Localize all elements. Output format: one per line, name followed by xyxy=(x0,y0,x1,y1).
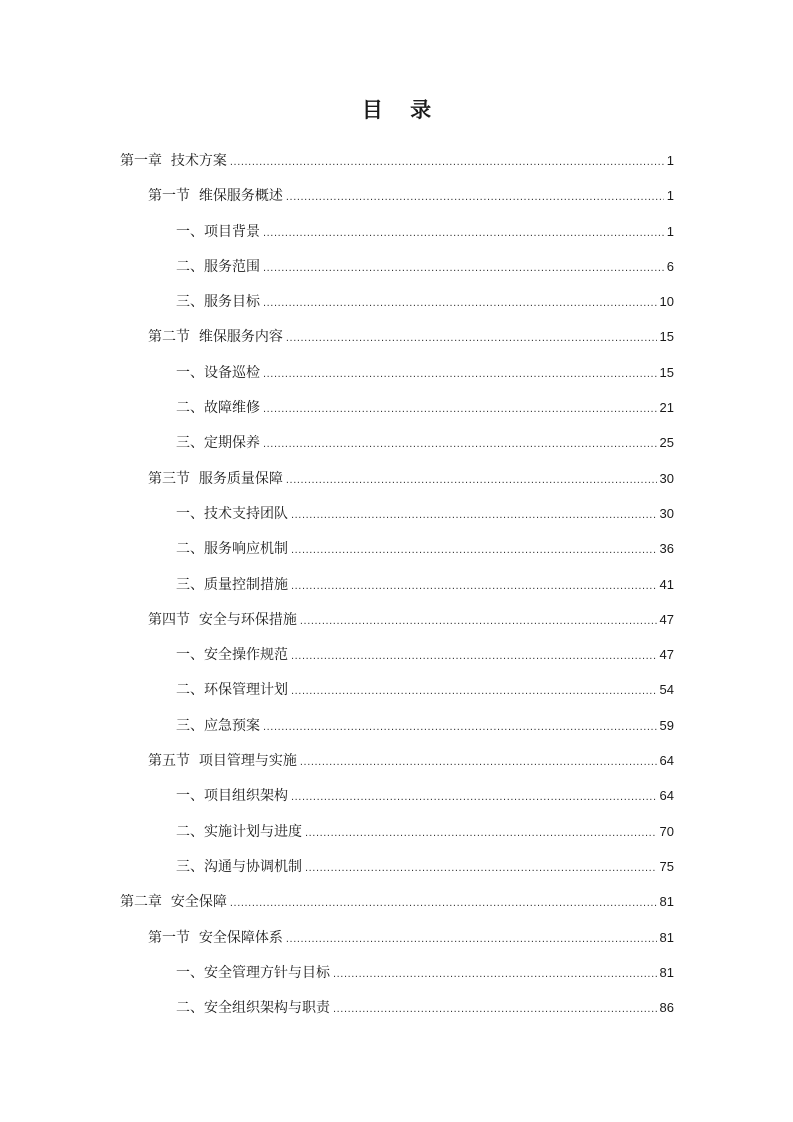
toc-number: 一、 xyxy=(176,223,204,240)
toc-entry[interactable] xyxy=(0,214,793,249)
toc-number: 二、 xyxy=(176,400,204,417)
toc-number: 二、 xyxy=(176,682,204,699)
toc-number: 第一节 xyxy=(148,929,199,946)
toc-label: 安全管理方针与目标 xyxy=(204,964,330,981)
toc-dot-leader xyxy=(305,816,657,851)
toc-dot-leader xyxy=(291,674,657,709)
toc-number: 三、 xyxy=(176,576,204,593)
toc-page-number: 25 xyxy=(659,435,674,451)
toc-label: 服务范围 xyxy=(204,258,260,275)
toc-dot-leader xyxy=(333,957,657,992)
toc-dot-leader xyxy=(291,533,657,568)
toc-page-number: 81 xyxy=(659,894,674,910)
toc-dot-leader xyxy=(305,851,657,886)
toc-entry[interactable] xyxy=(0,708,793,743)
toc-number: 第三节 xyxy=(148,470,199,487)
toc-page-number: 81 xyxy=(659,929,674,945)
toc-number: 第二章 xyxy=(120,894,171,911)
toc-entry[interactable] xyxy=(0,602,793,637)
toc-entry[interactable] xyxy=(0,743,793,778)
toc-number: 一、 xyxy=(176,505,204,522)
toc-page-number: 47 xyxy=(659,611,674,627)
toc-entry[interactable] xyxy=(0,143,793,178)
toc-number: 二、 xyxy=(176,1000,204,1017)
toc-page-number: 15 xyxy=(659,364,674,380)
toc-entry[interactable] xyxy=(0,319,793,354)
toc-number: 第四节 xyxy=(148,611,199,628)
toc-label: 安全组织架构与职责 xyxy=(204,1000,330,1017)
toc-entry[interactable] xyxy=(0,390,793,425)
toc-label: 维保服务内容 xyxy=(198,329,283,346)
toc-entry[interactable] xyxy=(0,461,793,496)
toc-dot-leader xyxy=(263,710,657,745)
toc-number: 二、 xyxy=(176,541,204,558)
toc-label: 定期保养 xyxy=(204,435,260,452)
toc-page-number: 41 xyxy=(659,576,674,592)
toc-number: 三、 xyxy=(176,435,204,452)
toc-entry[interactable] xyxy=(0,567,793,602)
toc-page-number: 1 xyxy=(666,188,674,204)
toc-page-number: 47 xyxy=(659,647,674,663)
toc-number: 第一节 xyxy=(148,188,199,205)
toc-number: 二、 xyxy=(176,823,204,840)
toc-label: 技术方案 xyxy=(170,153,227,169)
toc-label: 项目组织架构 xyxy=(204,788,288,805)
toc-entry[interactable] xyxy=(0,955,793,990)
toc-page-number: 36 xyxy=(659,541,674,557)
toc-entry[interactable] xyxy=(0,178,793,213)
toc-dot-leader xyxy=(286,321,657,356)
toc-dot-leader xyxy=(291,639,657,674)
toc-page-number: 86 xyxy=(659,1000,674,1016)
toc-label: 设备巡检 xyxy=(204,364,260,381)
toc-page-number: 30 xyxy=(659,505,674,521)
toc-number: 第五节 xyxy=(148,753,199,770)
toc-label: 应急预案 xyxy=(204,717,260,734)
toc-entry[interactable] xyxy=(0,355,793,390)
toc-dot-leader xyxy=(263,357,657,392)
toc-dot-leader xyxy=(286,180,664,215)
toc-page-number: 81 xyxy=(659,964,674,980)
toc-label: 安全保障体系 xyxy=(198,929,283,946)
toc-entry[interactable] xyxy=(0,990,793,1025)
toc-entry[interactable] xyxy=(0,920,793,955)
toc-entry[interactable] xyxy=(0,849,793,884)
toc-dot-leader xyxy=(230,145,664,180)
toc-page-number: 64 xyxy=(659,753,674,769)
toc-entry[interactable] xyxy=(0,531,793,566)
toc-entry[interactable] xyxy=(0,672,793,707)
toc-label: 项目管理与实施 xyxy=(198,753,297,770)
toc-page-number: 64 xyxy=(659,788,674,804)
toc-label: 安全与环保措施 xyxy=(198,611,297,628)
toc-number: 第一章 xyxy=(120,153,171,169)
toc-entry[interactable] xyxy=(0,284,793,319)
toc-dot-leader xyxy=(286,922,657,957)
toc-label: 服务目标 xyxy=(204,294,260,311)
page-title: 目 录 xyxy=(361,98,442,122)
toc-dot-leader xyxy=(263,216,664,251)
toc-label: 技术支持团队 xyxy=(204,505,288,522)
toc-label: 质量控制措施 xyxy=(204,576,288,593)
toc-label: 环保管理计划 xyxy=(204,682,288,699)
toc-page-number: 15 xyxy=(659,329,674,345)
toc-page-number: 1 xyxy=(666,153,674,168)
toc-dot-leader xyxy=(291,569,657,604)
toc-label: 项目背景 xyxy=(204,223,260,240)
toc-label: 实施计划与进度 xyxy=(204,823,302,840)
toc-label: 维保服务概述 xyxy=(198,188,283,205)
toc-entry[interactable] xyxy=(0,637,793,672)
toc-entry[interactable] xyxy=(0,496,793,531)
toc-label: 故障维修 xyxy=(204,400,260,417)
toc-dot-leader xyxy=(286,463,657,498)
toc-entry[interactable] xyxy=(0,884,793,919)
toc-page-number: 70 xyxy=(659,823,674,839)
toc-dot-leader xyxy=(333,992,657,1027)
toc-label: 安全操作规范 xyxy=(204,647,288,664)
toc-page-number: 54 xyxy=(659,682,674,698)
toc-entry[interactable] xyxy=(0,249,793,284)
toc-page-number: 21 xyxy=(659,400,674,416)
toc-number: 一、 xyxy=(176,964,204,981)
toc-dot-leader xyxy=(263,286,657,321)
toc-number: 一、 xyxy=(176,788,204,805)
toc-number: 一、 xyxy=(176,647,204,664)
table-of-contents xyxy=(0,143,793,1025)
toc-page-number: 6 xyxy=(666,258,674,274)
toc-page-number: 59 xyxy=(659,717,674,733)
toc-entry[interactable] xyxy=(0,778,793,813)
toc-number: 三、 xyxy=(176,717,204,734)
toc-label: 安全保障 xyxy=(170,894,227,911)
toc-dot-leader xyxy=(263,427,657,462)
toc-number: 三、 xyxy=(176,858,204,875)
toc-page-number: 1 xyxy=(666,223,674,239)
toc-number: 二、 xyxy=(176,258,204,275)
toc-dot-leader xyxy=(230,886,657,921)
toc-dot-leader xyxy=(300,745,657,780)
toc-label: 服务质量保障 xyxy=(198,470,283,487)
toc-dot-leader xyxy=(291,780,657,815)
toc-dot-leader xyxy=(263,251,664,286)
toc-number: 第二节 xyxy=(148,329,199,346)
toc-dot-leader xyxy=(291,498,657,533)
toc-dot-leader xyxy=(263,392,657,427)
toc-label: 沟通与协调机制 xyxy=(204,858,302,875)
toc-number: 一、 xyxy=(176,364,204,381)
toc-dot-leader xyxy=(300,604,657,639)
toc-page-number: 10 xyxy=(659,294,674,310)
toc-number: 三、 xyxy=(176,294,204,311)
toc-label: 服务响应机制 xyxy=(204,541,288,558)
toc-page-number: 30 xyxy=(659,470,674,486)
toc-page-number: 75 xyxy=(659,858,674,874)
toc-entry[interactable] xyxy=(0,814,793,849)
toc-entry[interactable] xyxy=(0,425,793,460)
